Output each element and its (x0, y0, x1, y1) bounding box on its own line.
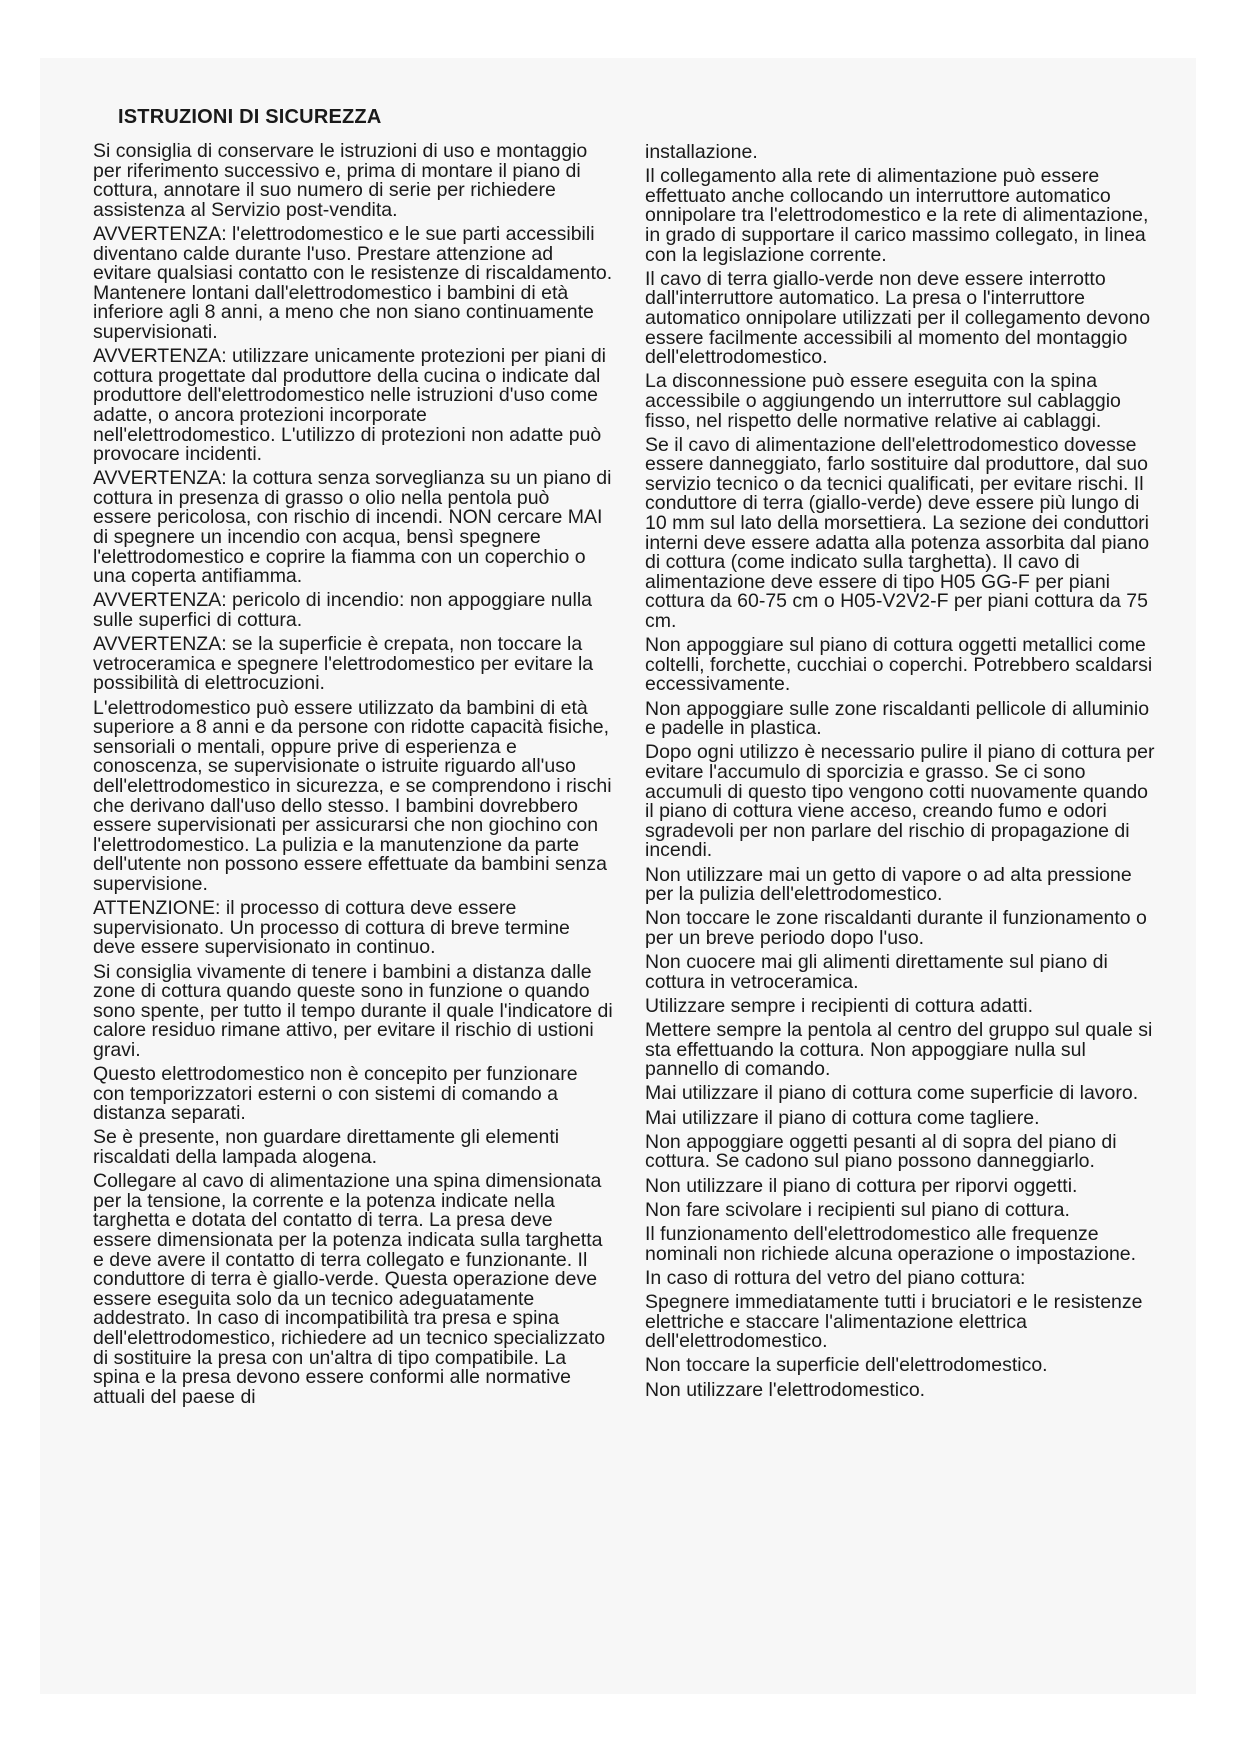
section-title: ISTRUZIONI DI SICUREZZA (118, 106, 382, 128)
paragraph: installazione. (645, 141, 758, 163)
paragraph: Non utilizzare il piano di cottura per riporvi oggetti. (645, 1174, 1078, 1197)
paragraph: Si consiglia vivamente di tenere i bambini a distanza dalle zone di cottura quando queste sono in funzione o quando sono spente, per tutto il tempo durante il quale l'indicatore di calore residuo rimane attivo, per evitare il rischio di ustioni gravi. (93, 960, 613, 1061)
paragraph: Spegnere immediatamente tutti i bruciatori e le resistenze elettriche e staccare l'alimentazione elettrica dell'elettrodomestico. (645, 1290, 1143, 1353)
paragraph: ATTENZIONE: il processo di cottura deve essere supervisionato. Un processo di cottura di breve termine deve essere supervisionato in continuo. (93, 897, 570, 959)
paragraph: AVVERTENZA: utilizzare unicamente protezioni per piani di cottura progettate dal produttore della cucina o indicate dal produttore dell'elettrodomestico nelle istruzioni d'uso come adatte, o ancora protezioni incorporate nell'elettrodomestico. L'utilizzo di protezioni non adatte può provocare incidenti. (93, 345, 607, 466)
paragraph: Dopo ogni utilizzo è necessario pulire il piano di cottura per evitare l'accumulo di sporcizia e grasso. Se ci sono accumuli di questo tipo vengono cotti nuovamente quando il piano di cottura viene acceso, creando fumo e odori sgradevoli per non parlare del rischio di propagazione di incendi. (645, 741, 1155, 862)
paragraph: AVVERTENZA: l'elettrodomestico e le sue parti accessibili diventano calde durante l'uso. Prestare attenzione ad evitare qualsiasi contatto con le resistenze di riscaldamento. Mantenere lontani dall'elettrodomestico i bambini di età inferiore agli 8 anni, a meno che non siano continuamente supervisionati. (93, 222, 613, 343)
paragraph: Non utilizzare l'elettrodomestico. (645, 1378, 926, 1401)
paragraph: Non appoggiare sul piano di cottura oggetti metallici come coltelli, forchette, cucchiai o coperchi. Potrebbero scaldarsi eccessivamente. (645, 634, 1153, 696)
paragraph: Se il cavo di alimentazione dell'elettrodomestico dovesse essere danneggiato, farlo sostituire dal produttore, dal suo servizio tecnico o da tecnici qualificati, per evitare rischi. Il conduttore di terra (giallo-verde) deve essere più lungo di 10 mm sul lato della morsettiera. La sezione dei conduttori interni deve essere adatta alla potenza assorbita dal piano di cottura (come indicato sulla targhetta). Il cavo di alimentazione deve essere di tipo H05 GG-F per piani cottura da 60-75 cm o H05-V2V2-F per piani cottura da 75 cm. (645, 433, 1150, 633)
paragraph: Non appoggiare sulle zone riscaldanti pellicole di alluminio e padelle in plastica. (645, 697, 1150, 740)
paragraph: Non utilizzare mai un getto di vapore o ad alta pressione per la pulizia dell'elettrodomestico. (645, 863, 1132, 906)
paragraph: Mettere sempre la pentola al centro del gruppo sul quale si sta effettuando la cottura. Non appoggiare nulla sul pannello di comando. (645, 1019, 1153, 1081)
paragraph: Se è presente, non guardare direttamente gli elementi riscaldati della lampada alogena. (93, 1126, 560, 1169)
paragraph: AVVERTENZA: se la superficie è crepata, non toccare la vetroceramica e spegnere l'elettrodomestico per evitare la possibilità di elettrocuzioni. (93, 633, 594, 695)
paragraph: La disconnessione può essere eseguita con la spina accessibile o aggiungendo un interruttore sul cablaggio fisso, nel rispetto delle normative relative ai cablaggi. (645, 370, 1121, 432)
paragraph: Non cuocere mai gli alimenti direttamente sul piano di cottura in vetroceramica. (645, 951, 1108, 993)
paragraph: Non appoggiare oggetti pesanti al di sopra del piano di cottura. Se cadono sul piano possono danneggiarlo. (645, 1130, 1117, 1173)
paragraph: In caso di rottura del vetro del piano cottura: (645, 1266, 1026, 1289)
paragraph: Questo elettrodomestico non è concepito per funzionare con temporizzatori esterni o con sistemi di comando a distanza separati. (93, 1063, 578, 1125)
paragraph: Il collegamento alla rete di alimentazione può essere effettuato anche collocando un interruttore automatico onnipolare tra l'elettrodomestico e la rete di alimentazione, in grado di supportare il carico massimo collegato, in linea con la legislazione corrente. (645, 165, 1149, 266)
paragraph: Non toccare la superficie dell'elettrodomestico. (645, 1354, 1048, 1377)
left-column (93, 142, 613, 1412)
paragraph: Non toccare le zone riscaldanti durante il funzionamento o per un breve periodo dopo l'uso. (645, 907, 1147, 949)
paragraph: AVVERTENZA: pericolo di incendio: non appoggiare nulla sulle superfici di cottura. (93, 589, 592, 632)
paragraph: L'elettrodomestico può essere utilizzato da bambini di età superiore a 8 anni e da persone con ridotte capacità fisiche, sensoriali o mentali, oppure prive di esperienza e conoscenza, se supervisionate o istruite riguardo all'uso dell'elettrodomestico in sicurezza, e se comprendono i rischi che derivano dall'uso dello stesso. I bambini dovrebbero essere supervisionati per assicurarsi che non giochino con l'elettrodomestico. La pulizia e la manutenzione da parte dell'utente non possono essere effettuate da bambini senza supervisione. (93, 696, 612, 895)
paragraph: Mai utilizzare il piano di cottura come superficie di lavoro. (645, 1082, 1139, 1105)
paragraph: AVVERTENZA: la cottura senza sorveglianza su un piano di cottura in presenza di grasso o olio nella pentola può essere pericolosa, con rischio di incendi. NON cercare MAI di spegnere un incendio con acqua, bensì spegnere l'elettrodomestico e coprire la fiamma con un coperchio o una coperta antifiamma. (93, 467, 612, 588)
paragraph: Collegare al cavo di alimentazione una spina dimensionata per la tensione, la corrente e la potenza indicate nella targhetta e dotata del contatto di terra. La presa deve essere dimensionata per la potenza indicata sulla targhetta e deve avere il contatto di terra collegato e funzionante. Il conduttore di terra è giallo-verde. Questa operazione deve essere eseguita solo da un tecnico adeguatamente addestrato. In caso di incompatibilità tra presa e spina dell'elettrodomestico, richiedere ad un tecnico specializzato di sostituire la presa con un'altra di tipo compatibile. La spina e la presa devono essere conformi alle normative attuali del paese di (93, 1170, 606, 1408)
right-column (645, 143, 1155, 1405)
paragraph: Il funzionamento dell'elettrodomestico alle frequenze nominali non richiede alcuna operazione o impostazione. (645, 1222, 1137, 1265)
paragraph: Mai utilizzare il piano di cottura come tagliere. (645, 1106, 1040, 1129)
paragraph: Il cavo di terra giallo-verde non deve essere interrotto dall'interruttore automatico. La presa o l'interruttore automatico onnipolare utilizzati per il collegamento devono essere facilmente accessibili al momento del montaggio dell'elettrodomestico. (645, 267, 1151, 369)
paragraph: Si consiglia di conservare le istruzioni di uso e montaggio per riferimento successivo e, prima di montare il piano di cottura, annotare il suo numero di serie per richiedere assistenza al Servizio post-vendita. (93, 140, 588, 221)
paragraph: Utilizzare sempre i recipienti di cottura adatti. (645, 994, 1033, 1017)
paragraph: Non fare scivolare i recipienti sul piano di cottura. (645, 1198, 1070, 1221)
